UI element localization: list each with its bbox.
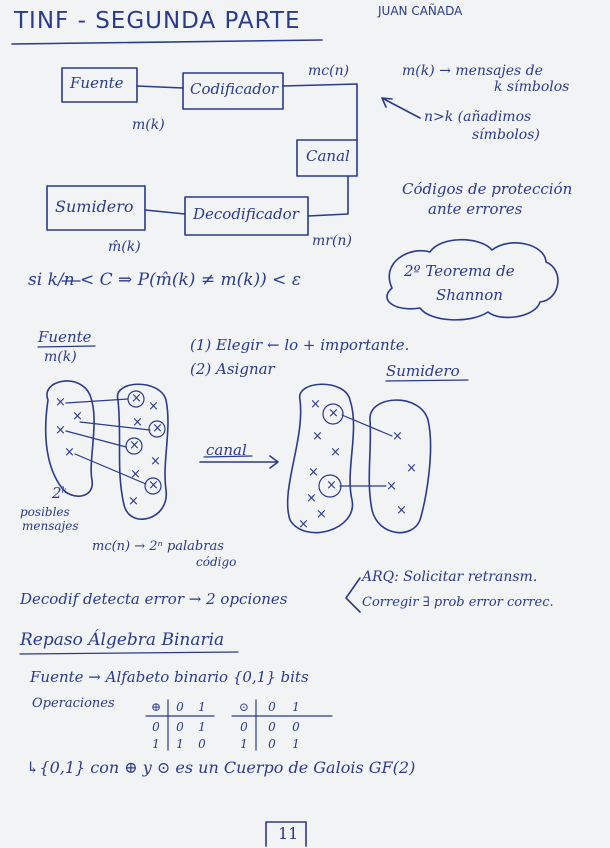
xor-col-1: 1 [198, 700, 206, 714]
x-mark: × [132, 415, 143, 430]
x-mark: × [148, 478, 159, 493]
posibles-label: posibles [20, 505, 70, 519]
algebra-heading: Repaso Álgebra Binaria [20, 630, 225, 650]
assign-line-3 [66, 431, 126, 447]
x-mark: × [128, 494, 139, 509]
theorem-formula: si k/n < C ⇒ P(m̂(k) ≠ m(k)) < ε [28, 270, 301, 290]
theorem-cloud-line-1: 2º Teorema de [404, 262, 515, 280]
x-mark: × [316, 507, 327, 522]
mrn-label: mr(n) [312, 233, 352, 249]
x-mark: × [55, 395, 66, 410]
anadimos-note-2: símbolos) [472, 127, 540, 143]
note-arrow [382, 98, 420, 118]
x-mark: × [131, 391, 142, 406]
mensajes-label: mensajes [22, 519, 79, 533]
and-row-1-head: 1 [240, 737, 248, 751]
author-name: JUAN CAÑADA [378, 4, 463, 18]
corregir-option: Corregir ∃ prob error correc. [362, 595, 554, 610]
mcn-label: mc(n) [308, 63, 350, 79]
operaciones-label: Operaciones [32, 696, 115, 711]
decode-line-1 [342, 415, 392, 436]
x-mark: × [406, 461, 417, 476]
options-bracket [346, 578, 360, 612]
source-set [46, 381, 94, 496]
step-elegir: (1) Elegir ← lo + importante. [190, 336, 410, 354]
arq-option: ARQ: Solicitar retransm. [362, 569, 538, 585]
x-mark: × [64, 445, 75, 460]
title-underline [12, 40, 322, 44]
posibles-2k: 2ᵏ [52, 484, 68, 502]
decodificador-to-sumidero [145, 210, 185, 214]
x-mark: × [328, 406, 339, 421]
fuente-to-codificador [137, 86, 183, 88]
anadimos-note-1: n>k (añadimos [424, 109, 532, 125]
x-mark: × [148, 399, 159, 414]
xor-cell: 1 [176, 737, 184, 751]
codificador-label: Codificador [190, 80, 279, 98]
x-mark: × [72, 409, 83, 424]
xor-op-symbol: ⊕ [150, 700, 162, 714]
alfabeto-line: Fuente → Alfabeto binario {0,1} bits [30, 668, 309, 686]
decodif-line: Decodif detecta error → 2 opciones [20, 590, 288, 608]
x-mark: × [308, 465, 319, 480]
repaso-underline [20, 652, 238, 654]
codigo-label: código [196, 555, 237, 569]
and-cell: 0 [268, 720, 276, 734]
sumidero-heading: Sumidero [386, 362, 460, 380]
x-mark: × [150, 454, 161, 469]
page-number: 11 [278, 824, 299, 843]
and-col-0: 0 [268, 700, 276, 714]
mk-label: m(k) [132, 117, 165, 133]
canal-to-decodificador [308, 176, 348, 216]
x-mark: × [129, 438, 140, 453]
codigos-note-1: Códigos de protección [402, 180, 573, 198]
x-mark: × [306, 491, 317, 506]
x-mark: × [326, 478, 337, 493]
and-col-1: 1 [292, 700, 300, 714]
and-cell: 1 [292, 737, 300, 751]
and-cell: 0 [292, 720, 300, 734]
step-asignar: (2) Asignar [190, 360, 275, 378]
xor-cell: 0 [176, 720, 184, 734]
x-mark: × [152, 421, 163, 436]
codificador-to-canal [283, 84, 357, 140]
mensajes-note-2: k símbolos [494, 79, 570, 95]
page-title: TINF - SEGUNDA PARTE [14, 8, 301, 34]
galois-line: ↳{0,1} con ⊕ y ⊙ es un Cuerpo de Galois GF(2) [26, 758, 416, 777]
theorem-cloud-line-2: Shannon [436, 286, 503, 304]
x-mark: × [130, 467, 141, 482]
mk-hat-label: m̂(k) [108, 239, 141, 255]
fuente-mk: m(k) [44, 349, 77, 365]
xor-cell: 1 [198, 720, 206, 734]
x-mark: × [298, 517, 309, 532]
xor-row-0-head: 0 [152, 720, 160, 734]
xor-cell: 0 [198, 737, 206, 751]
mensajes-note-1: m(k) → mensajes de [402, 63, 543, 79]
codeword-set [117, 384, 167, 519]
canal-label: Canal [306, 147, 350, 165]
x-mark: × [55, 423, 66, 438]
x-mark: × [392, 429, 403, 444]
decodificador-label: Decodificador [193, 205, 299, 223]
and-row-0-head: 0 [240, 720, 248, 734]
x-mark: × [330, 445, 341, 460]
canal-label-2: canal [206, 441, 247, 459]
palabras-label: mc(n) → 2ⁿ palabras [92, 539, 224, 554]
codigos-note-2: ante errores [428, 200, 523, 218]
sumidero-label: Sumidero [55, 197, 134, 216]
and-op-symbol: ⊙ [238, 700, 250, 714]
fuente-heading: Fuente [38, 328, 92, 346]
fuente-underline [38, 346, 95, 347]
x-mark: × [396, 503, 407, 518]
x-mark: × [312, 429, 323, 444]
fuente-label: Fuente [70, 74, 124, 92]
x-mark: × [310, 397, 321, 412]
and-cell: 0 [268, 737, 276, 751]
xor-col-0: 0 [176, 700, 184, 714]
sumidero-underline [386, 380, 468, 381]
xor-row-1-head: 1 [152, 737, 160, 751]
x-mark: × [386, 479, 397, 494]
